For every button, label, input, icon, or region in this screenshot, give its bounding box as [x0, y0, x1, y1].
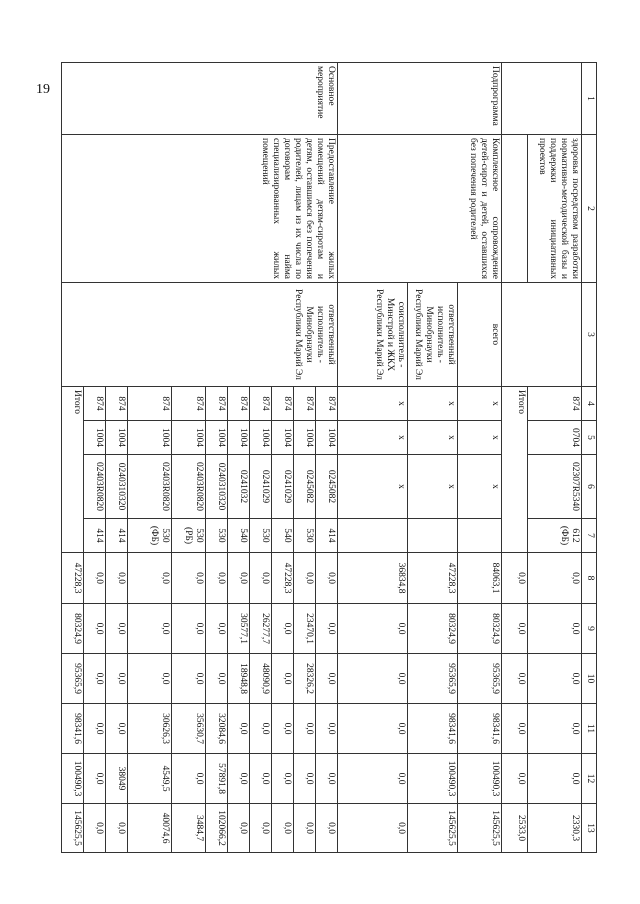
cell-year-value: 0,0: [316, 804, 338, 853]
cell-grbs: х: [408, 387, 458, 421]
cell-year-value: 0,0: [128, 654, 172, 704]
cell-year-value: 0,0: [250, 704, 272, 754]
cell-year-value: 84063,1: [458, 553, 502, 604]
cell-year-value: 0,0: [502, 553, 528, 604]
cell-grbs: х: [458, 387, 502, 421]
cell-year-value: 38049: [106, 754, 128, 804]
header-cell: 5: [582, 421, 597, 455]
header-cell: 12: [582, 754, 597, 804]
cell-year-value: 36834,8: [338, 553, 408, 604]
cell-vr: 612 (ФБ): [528, 519, 582, 553]
cell-year-value: 80324,9: [458, 604, 502, 654]
cell-year-value: 0,0: [128, 604, 172, 654]
cell-rzpr: х: [338, 421, 408, 455]
row-description: Комплексное сопровождение детей-сирот и детей, оставшихся без попечения родителей: [338, 135, 502, 283]
cell-csr: 0240310320: [206, 455, 228, 519]
cell-grbs: 874: [272, 387, 294, 421]
cell-rzpr: 1004: [294, 421, 316, 455]
header-cell: 6: [582, 455, 597, 519]
cell-csr: 02307R5340: [528, 455, 582, 519]
cell-year-value: 28326,2: [294, 654, 316, 704]
cell-year-value: 0,0: [84, 604, 106, 654]
section-label: Основное мероприятие: [62, 63, 338, 135]
cell-year-value: 26277,7: [250, 604, 272, 654]
cell-csr: х: [338, 455, 408, 519]
cell-year-value: 0,0: [106, 704, 128, 754]
cell-year-value: 48090,9: [250, 654, 272, 704]
cell-year-value: 3484,7: [172, 804, 206, 853]
cell-year-value: 0,0: [528, 604, 582, 654]
cell-grbs: 874: [316, 387, 338, 421]
cell-year-value: 0,0: [316, 754, 338, 804]
executor-cell: [502, 283, 582, 387]
row-description: здоровья посредством разработки нормативно-методической базы и поддержки инициативных проектов: [528, 135, 582, 283]
header-cell: 1: [582, 63, 597, 135]
cell-year-value: 0,0: [128, 553, 172, 604]
cell-grbs: 874: [106, 387, 128, 421]
cell-year-value: 0,0: [206, 604, 228, 654]
rotated-table-wrapper: [72, 62, 597, 852]
cell-grbs: 874: [528, 387, 582, 421]
cell-year-value: 0,0: [528, 553, 582, 604]
cell-year-value: 0,0: [228, 754, 250, 804]
cell-year-value: 95365,9: [62, 654, 84, 704]
cell-year-value: 32084,6: [206, 704, 228, 754]
header-cell: 9: [582, 604, 597, 654]
cell-year-value: 0,0: [272, 754, 294, 804]
cell-year-value: 102066,2: [206, 804, 228, 853]
cell-year-value: 95365,9: [458, 654, 502, 704]
cell-year-value: 80324,9: [62, 604, 84, 654]
cell-year-value: 0,0: [228, 553, 250, 604]
cell-year-value: 0,0: [172, 604, 206, 654]
cell-rzpr: 1004: [172, 421, 206, 455]
cell-year-value: 0,0: [228, 704, 250, 754]
cell-year-value: 47228,3: [408, 553, 458, 604]
cell-year-value: 145625,5: [458, 804, 502, 853]
cell-year-value: 0,0: [84, 704, 106, 754]
cell-year-value: 0,0: [338, 704, 408, 754]
cell-rzpr: 0704: [528, 421, 582, 455]
cell-year-value: 0,0: [502, 704, 528, 754]
cell-year-value: 0,0: [172, 654, 206, 704]
header-cell: 7: [582, 519, 597, 553]
cell-year-value: 0,0: [316, 654, 338, 704]
cell-grbs: х: [338, 387, 408, 421]
cell-year-value: 0,0: [294, 754, 316, 804]
header-cell: 13: [582, 804, 597, 853]
cell-total-label: Итого: [62, 387, 84, 553]
cell-rzpr: 1004: [106, 421, 128, 455]
cell-year-value: 0,0: [338, 604, 408, 654]
cell-rzpr: 1004: [84, 421, 106, 455]
table-row: [458, 63, 502, 853]
cell-vr: [338, 519, 408, 553]
cell-vr: 414: [106, 519, 128, 553]
cell-total-label: Итого: [502, 387, 528, 553]
section-label-continued: [502, 63, 582, 135]
cell-year-value: 0,0: [250, 804, 272, 853]
executor-cell: всего: [458, 283, 502, 387]
cell-year-value: 0,0: [528, 704, 582, 754]
header-cell: 11: [582, 704, 597, 754]
cell-year-value: 0,0: [316, 604, 338, 654]
cell-year-value: 0,0: [272, 704, 294, 754]
cell-year-value: 30577,1: [228, 604, 250, 654]
cell-grbs: 874: [172, 387, 206, 421]
cell-year-value: 35630,7: [172, 704, 206, 754]
cell-year-value: 100490,3: [458, 754, 502, 804]
header-cell: 10: [582, 654, 597, 704]
cell-year-value: 95365,9: [408, 654, 458, 704]
cell-year-value: 0,0: [206, 553, 228, 604]
cell-year-value: 0,0: [272, 654, 294, 704]
cell-year-value: 0,0: [294, 804, 316, 853]
cell-grbs: 874: [250, 387, 272, 421]
cell-grbs: 874: [84, 387, 106, 421]
cell-vr: 530: [294, 519, 316, 553]
cell-year-value: 0,0: [272, 804, 294, 853]
cell-vr: 530: [206, 519, 228, 553]
cell-vr: 414: [84, 519, 106, 553]
cell-rzpr: х: [408, 421, 458, 455]
cell-year-value: 0,0: [294, 553, 316, 604]
cell-year-value: 47228,3: [62, 553, 84, 604]
cell-year-value: 98341,6: [408, 704, 458, 754]
cell-year-value: 0,0: [106, 804, 128, 853]
cell-year-value: 0,0: [294, 704, 316, 754]
cell-year-value: 0,0: [84, 804, 106, 853]
cell-year-value: 0,0: [84, 654, 106, 704]
cell-rzpr: 1004: [128, 421, 172, 455]
header-cell: 3: [582, 283, 597, 387]
cell-year-value: 57891,8: [206, 754, 228, 804]
cell-rzpr: 1004: [206, 421, 228, 455]
header-cell: 4: [582, 387, 597, 421]
cell-year-value: 0,0: [106, 604, 128, 654]
cell-year-value: 2533,0: [502, 804, 528, 853]
cell-rzpr: 1004: [272, 421, 294, 455]
table-row: [316, 63, 338, 853]
cell-csr: 0240310320: [106, 455, 128, 519]
table-row: [502, 63, 528, 853]
cell-year-value: 98341,6: [458, 704, 502, 754]
cell-csr: 0245082: [294, 455, 316, 519]
cell-vr: 530 (ФБ): [128, 519, 172, 553]
cell-year-value: 0,0: [502, 654, 528, 704]
cell-vr: 530: [250, 519, 272, 553]
section-label: Подпрограмма: [338, 63, 502, 135]
executor-cell: соисполнитель - Минстрой и ЖКХ Республики Марий Эл: [338, 283, 408, 387]
header-cell: 8: [582, 553, 597, 604]
cell-year-value: 0,0: [338, 754, 408, 804]
cell-year-value: 0,0: [250, 553, 272, 604]
cell-year-value: 0,0: [228, 804, 250, 853]
cell-csr: х: [408, 455, 458, 519]
cell-csr: 0241029: [250, 455, 272, 519]
cell-grbs: 874: [294, 387, 316, 421]
cell-year-value: 47228,3: [272, 553, 294, 604]
table-row: [528, 63, 582, 853]
cell-year-value: 0,0: [106, 654, 128, 704]
cell-year-value: 0,0: [502, 604, 528, 654]
cell-year-value: 23470,1: [294, 604, 316, 654]
cell-vr: [408, 519, 458, 553]
executor-cell: ответственный исполнитель - Минобрнауки Республики Марий Эл: [62, 283, 338, 387]
cell-year-value: 2330,3: [528, 804, 582, 853]
cell-rzpr: 1004: [316, 421, 338, 455]
cell-year-value: 0,0: [528, 654, 582, 704]
cell-year-value: 40074,6: [128, 804, 172, 853]
cell-grbs: 874: [206, 387, 228, 421]
row-description: [502, 135, 528, 283]
cell-year-value: 18948,8: [228, 654, 250, 704]
cell-year-value: 4549,5: [128, 754, 172, 804]
cell-year-value: 0,0: [338, 804, 408, 853]
cell-year-value: 0,0: [338, 654, 408, 704]
cell-year-value: 0,0: [502, 754, 528, 804]
cell-year-value: 0,0: [172, 754, 206, 804]
executor-cell: ответственный исполнитель - Минобрнауки Республики Марий Эл: [408, 283, 458, 387]
cell-year-value: 0,0: [84, 754, 106, 804]
budget-table: [61, 62, 597, 853]
cell-year-value: 98341,6: [62, 704, 84, 754]
cell-vr: 540: [228, 519, 250, 553]
cell-year-value: 0,0: [206, 654, 228, 704]
cell-rzpr: 1004: [228, 421, 250, 455]
cell-year-value: 0,0: [250, 754, 272, 804]
cell-year-value: 100490,3: [62, 754, 84, 804]
cell-year-value: 0,0: [172, 553, 206, 604]
page-number: 19: [36, 82, 50, 97]
cell-year-value: 80324,9: [408, 604, 458, 654]
row-description: Предоставление жилых помещений детям-сиротам и детям, оставшимся без попечения родителей, лицам из их числа по договорам найма специализированных жилых помещений: [62, 135, 338, 283]
cell-year-value: 0,0: [316, 553, 338, 604]
cell-vr: 530 (РБ): [172, 519, 206, 553]
cell-vr: 414: [316, 519, 338, 553]
cell-year-value: 145625,5: [62, 804, 84, 853]
cell-year-value: 0,0: [272, 604, 294, 654]
cell-csr: 02403R0820: [128, 455, 172, 519]
cell-csr: 02403R0820: [84, 455, 106, 519]
cell-vr: 540: [272, 519, 294, 553]
cell-vr: [458, 519, 502, 553]
cell-year-value: 0,0: [316, 704, 338, 754]
cell-csr: 02403R0820: [172, 455, 206, 519]
header-cell: 2: [582, 135, 597, 283]
cell-csr: 0241029: [272, 455, 294, 519]
cell-year-value: 0,0: [84, 553, 106, 604]
cell-csr: 0245082: [316, 455, 338, 519]
cell-year-value: 0,0: [528, 754, 582, 804]
cell-csr: х: [458, 455, 502, 519]
cell-year-value: 0,0: [106, 553, 128, 604]
cell-rzpr: х: [458, 421, 502, 455]
cell-grbs: 874: [128, 387, 172, 421]
cell-csr: 0241032: [228, 455, 250, 519]
header-row: [582, 63, 597, 853]
cell-year-value: 145625,5: [408, 804, 458, 853]
cell-rzpr: 1004: [250, 421, 272, 455]
cell-grbs: 874: [228, 387, 250, 421]
cell-year-value: 30626,3: [128, 704, 172, 754]
cell-year-value: 100490,3: [408, 754, 458, 804]
